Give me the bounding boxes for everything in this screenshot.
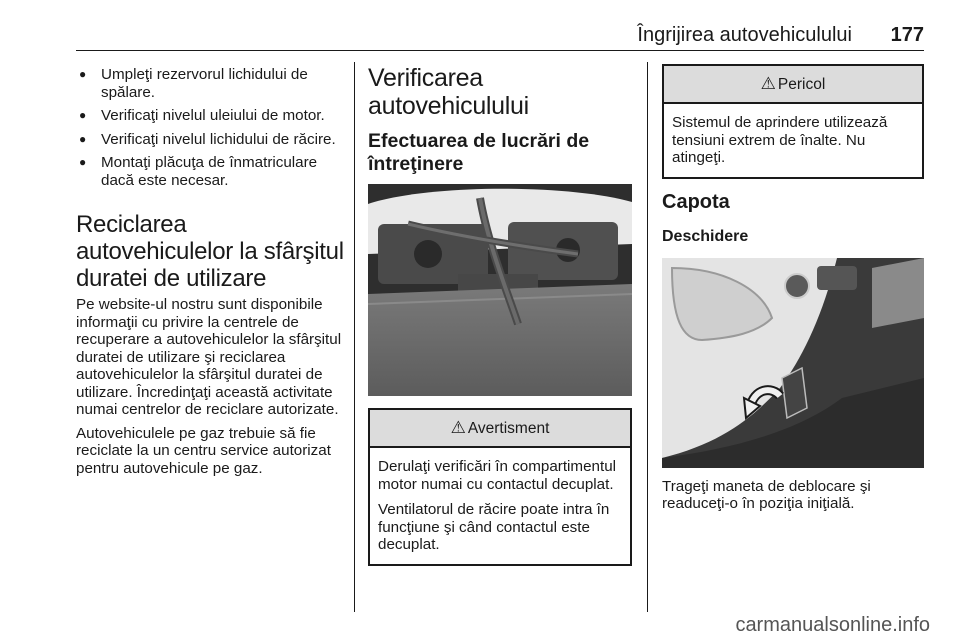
column-1: [76, 62, 344, 477]
list-item: ● Verificaţi nivelul uleiului de motor.: [76, 107, 344, 125]
column-3: [662, 62, 924, 513]
warning-body: [370, 448, 630, 564]
warning-text: Ventilatorul de răcire poate intra în funcţiune şi când contactul este decuplat.: [378, 501, 610, 553]
list-item: ● Umpleţi rezervorul lichidului de spălare.: [76, 66, 344, 101]
engine-bay-illustration: [368, 184, 632, 396]
subsection-heading-maintenance: Efectuarea de lucrări de întreţinere: [368, 130, 590, 175]
page-header: [0, 0, 960, 60]
warning-text: Derulaţi verificări în compartimentul motor numai cu contactul decuplat.: [378, 458, 617, 493]
paragraph: Pe website-ul nostru sunt disponibile informaţii cu privire la centrele de recuperare a autovehiculelor la sfârşitul duratei de utilizare şi reciclarea autovehiculelor la sfârşitul duratei de utilizare. Încredinţaţi această activitate numai centrelor de reciclare autorizate.: [76, 296, 342, 418]
danger-icon: ⚠: [760, 74, 776, 93]
page-number: 177: [890, 24, 924, 46]
danger-box: [662, 64, 924, 179]
column-2: [368, 62, 632, 566]
chapter-title: Îngrijirea autovehiculului: [637, 24, 852, 46]
list-item: ● Montaţi plăcuţa de înmatriculare dacă este necesar.: [76, 154, 344, 189]
warning-title: Avertisment: [467, 420, 550, 437]
hood-release-figure: [662, 258, 924, 468]
column-divider-1: [354, 62, 355, 612]
column-divider-2: [647, 62, 648, 612]
warning-icon: ⚠: [450, 418, 466, 437]
paragraph: Autovehiculele pe gaz trebuie să fie reciclate la un centru service autorizat pentru autovehicule pe gaz.: [76, 424, 331, 477]
section-heading-hood: Capota: [662, 190, 730, 213]
warning-box: [368, 408, 632, 566]
section-heading-check: Verificarea autovehiculului: [368, 64, 529, 120]
figure-caption: Trageţi maneta de deblocare şi readuceţi-o în poziţia iniţială.: [662, 477, 871, 512]
checklist: [76, 66, 344, 189]
engine-bay-figure: [368, 184, 632, 396]
subsection-heading-opening: Deschidere: [662, 227, 749, 245]
hood-release-illustration: [662, 258, 924, 468]
danger-body: [664, 104, 922, 177]
watermark: carmanualsonline.info: [735, 614, 930, 636]
danger-title: Pericol: [777, 76, 826, 93]
danger-header: [664, 66, 922, 104]
header-divider: [76, 50, 924, 51]
warning-header: [370, 410, 630, 448]
section-heading-recycling: Reciclarea autovehiculelor la sfârşitul duratei de utilizare: [76, 211, 344, 292]
danger-text: Sistemul de aprindere utilizează tensiuni extrem de înalte. Nu atingeţi.: [672, 114, 888, 166]
list-item: ● Verificaţi nivelul lichidului de răcire.: [76, 131, 344, 149]
